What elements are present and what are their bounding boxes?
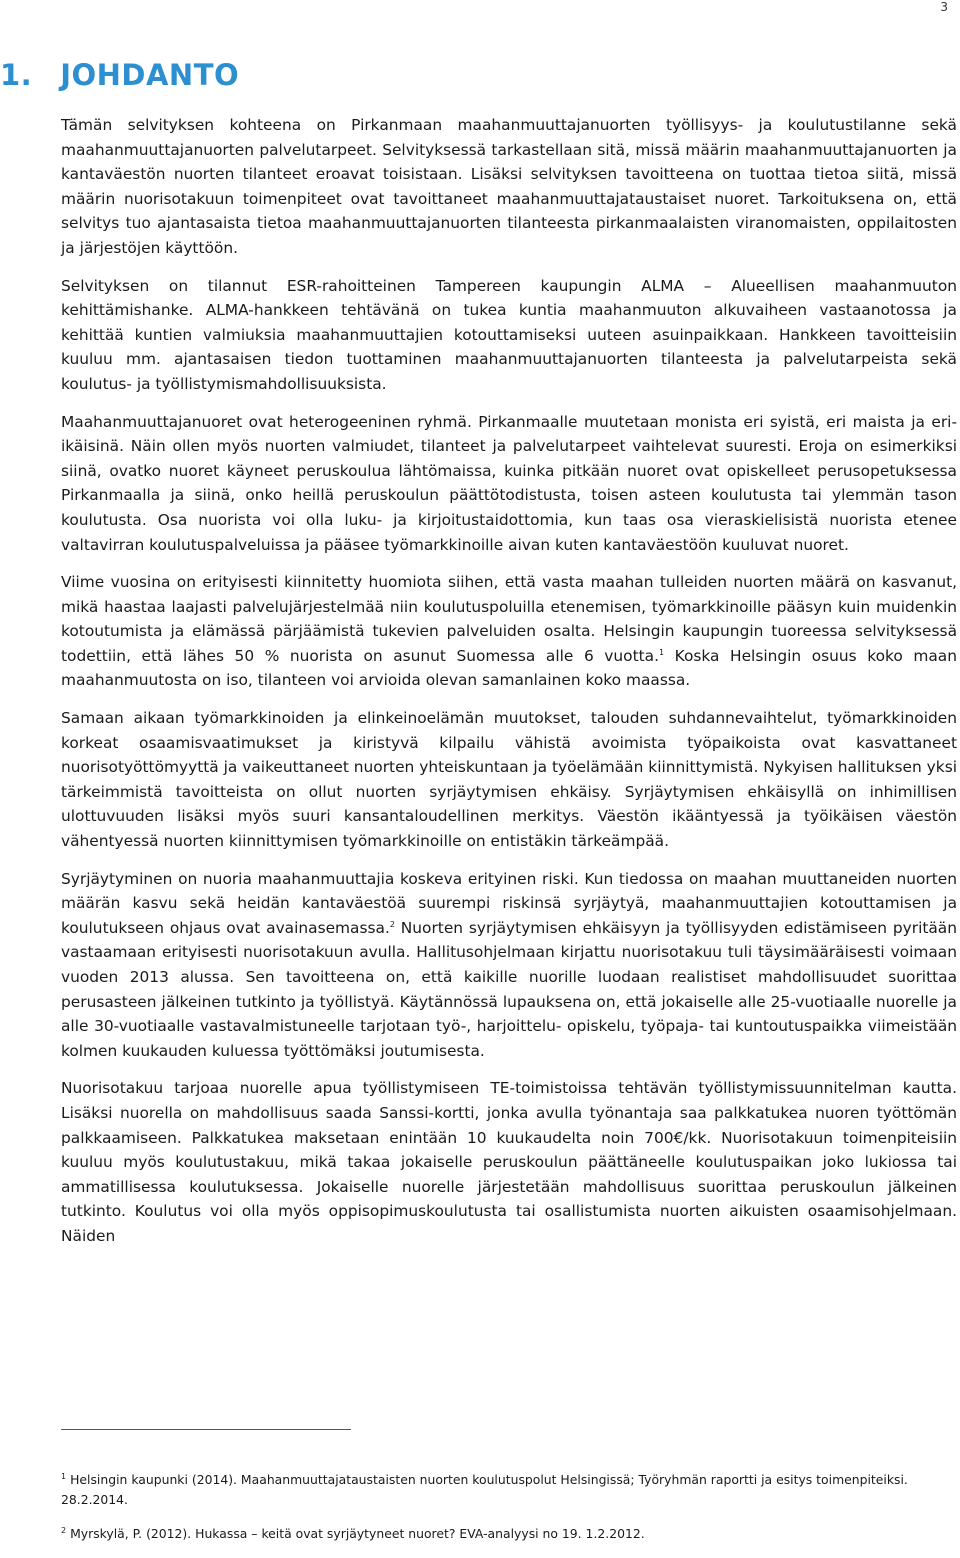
footnote-divider xyxy=(61,1429,351,1430)
paragraph-exclusion-risk xyxy=(61,867,957,1064)
footnotes xyxy=(61,1470,941,1558)
footnote-2 xyxy=(61,1524,941,1544)
paragraph-youth-guarantee: Nuorisotakuu tarjoaa nuorelle apua työllistymiseen TE-toimistoissa tehtävän työllistymissuunnitelman kautta. Lisäksi nuorella on mahdollisuus saada Sanssi-kortti, jonka avulla työnantaja saa palkkatukea nuoren työttömän palkkaamiseen. Palkkatukea maksetaan enintään 10 kuukaudelta noin 700€/kk. Nuorisotakuun toimenpiteisiin kuuluu myös koulutustakuu, mikä takaa jokaiselle peruskoulun päättäneelle koulutuspaikan joko lukiossa tai ammatillisessa koulutuksessa. Jokaiselle nuorelle järjestetään mahdollisuus suorittaa peruskoulun jälkeinen tutkinto. Koulutus voi olla myös oppisopimuskoulutusta tai osallistumista nuorten aikuisten osaamisohjelmaan. Näiden xyxy=(61,1079,957,1245)
paragraph-intro: Tämän selvityksen kohteena on Pirkanmaan maahanmuuttajanuorten työllisyys- ja koulutustilanne sekä maahanmuuttajanuorten palvelutarpeet. Selvityksessä tarkastellaan sitä, missä määrin maahanmuuttajanuorten ja kantaväestön nuorten tilanteet eroavat toisistaan. Lisäksi selvityksen tavoitteena on tuottaa tietoa siitä, missä määrin nuorisotakuun toimenpiteet ovat tavoittaneet maahanmuuttajataustaiset nuoret. Tarkoituksena on, että selvitys tuo ajantasaista tietoa maahanmuuttajanuorten tilanteesta pirkanmaalaisten viranomaisten, oppilaitosten ja järjestöjen käyttöön. xyxy=(61,116,957,257)
footnote-reference[interactable]: 1 xyxy=(658,647,665,657)
paragraph-text: Syrjäytyminen on nuoria maahanmuuttajia koskeva erityinen riski. Kun tiedossa on maahan muuttaneiden nuorten määrän kasvu sekä heidän kantaväestöä suurempi riskinsä syrjäytyä, maahanmuuttajien kotouttamisen ja koulutukseen ohjaus ovat avainasemassa. xyxy=(61,869,957,937)
paragraph-text-continued: Nuorten syrjäytymisen ehkäisyyn ja työllisyyden edistämiseen pyritään vastaamaan erityisesti nuorisotakuun avulla. Hallitusohjelmaan kirjattu nuorisotakuu tuli täysimääräisesti voimaan vuoden 2013 alussa. Sen tavoitteena on, että kaikille nuorille luodaan realistiset mahdollisuudet suorittaa perusasteen jälkeinen tutkinto ja työllistyä. Käytännössä lupauksena on, että jokaiselle alle 25-vuotiaalle nuorelle ja alle 30-vuotiaalle vastavalmistuneelle tarjotaan työ-, harjoittelu- opiskelu, työpaja- tai kuntoutuspaikka viimeistään kolmen kuukauden kuluessa työttömäksi joutumisesta. xyxy=(61,918,957,1060)
footnote-1 xyxy=(61,1470,941,1510)
chapter-title: JOHDANTO xyxy=(60,58,240,92)
paragraph-heterogeneity: Maahanmuuttajanuoret ovat heterogeeninen ryhmä. Pirkanmaalle muutetaan monista eri syistä, eri maista ja eri-ikäisinä. Näin ollen myös nuorten valmiudet, tilanteet ja palvelutarpeet vaihtelevat suuresti. Eroja on esimerkiksi siinä, ovatko nuoret käyneet peruskoulua lähtömaissa, kuinka pitkään nuoret ovat opiskelleet perusopetuksessa Pirkanmaalla ja siinä, onko heillä peruskoulun päättötodistusta, toisen asteen koulutusta tai ylemmän tason koulutusta. Osa nuorista voi olla luku- ja kirjoitustaidottomia, kun taas osa vieraskielisistä nuorista etenee valtavirran koulutuspalveluissa ja pääsee työmarkkinoille aivan kuten kantaväestöön kuuluvat nuoret. xyxy=(61,412,957,554)
body-text xyxy=(61,113,957,1262)
page-number: 3 xyxy=(940,0,948,14)
paragraph-recent-arrivals xyxy=(61,570,957,693)
chapter-number: 1. xyxy=(0,58,33,92)
footnote-marker: 2 xyxy=(61,1526,67,1535)
footnote-marker: 1 xyxy=(61,1472,67,1481)
footnote-reference[interactable]: 2 xyxy=(389,919,395,929)
paragraph-commissioner: Selvityksen on tilannut ESR-rahoitteinen Tampereen kaupungin ALMA – Alueellisen maahanmuuton kehittämishanke. ALMA-hankkeen tehtävänä on tukea kuntia maahanmuuton alkuvaiheen vastaanotossa ja kehittää kuntien valmiuksia maahanmuuttajien kotouttamiseksi uuteen asuinpaikkaan. Hankkeen tavoitteisiin kuuluu mm. ajantasaisen tiedon tuottaminen maahanmuuttajanuorten tilanteesta ja palvelutarpeista sekä koulutus- ja työllistymismahdollisuuksista. xyxy=(61,276,957,393)
paragraph-labour-market: Samaan aikaan työmarkkinoiden ja elinkeinoelämän muutokset, talouden suhdannevaihtelut, työmarkkinoiden korkeat osaamisvaatimukset ja kiristyvä kilpailu vähistä avoimista työpaikoista ovat kasvattaneet nuorisotyöttömyyttä ja vaikeuttaneet nuorten yhteiskuntaan ja työelämään kiinnittymistä. Nykyisen hallituksen yksi tärkeimmistä tavoitteista on ollut nuorten syrjäytymisen ehkäisy. Syrjäytymisen ehkäisyllä on inhimillisen ulottuvuuden lisäksi myös suuri kansantaloudellinen merkitys. Väestön ikääntyessä ja työikäisen väestön vähentyessä nuorten kiinnittymisen työmarkkinoille on entistäkin tärkeämpää. xyxy=(61,709,957,851)
footnote-text: Helsingin kaupunki (2014). Maahanmuuttajataustaisten nuorten koulutuspolut Helsingissä; Työryhmän raportti ja esitys toimenpiteiksi. 28.2.2014. xyxy=(61,1472,908,1507)
paragraph-text: Viime vuosina on erityisesti kiinnitetty huomiota siihen, että vasta maahan tulleiden nuorten määrä on kasvanut, mikä haastaa laajasti palvelujärjestelmää niin koulutuspoluilla etenemisen, työmarkkinoille pääsyn kuin muidenkin kotoutumista ja elämässä pärjäämistä tukevien palveluiden osalta. Helsingin kaupungin tuoreessa selvityksessä todettiin, että lähes 50 % nuorista on asunut Suomessa alle 6 vuotta. xyxy=(61,573,957,665)
paragraph-text-continued: Koska Helsingin osuus koko maan maahanmuutosta on iso, tilanteen voi arvioida olevan samanlainen koko maassa. xyxy=(61,646,957,690)
chapter-heading xyxy=(0,58,239,92)
footnote-text: Myrskylä, P. (2012). Hukassa – keitä ovat syrjäytyneet nuoret? EVA-analyysi no 19. 1.2.2012. xyxy=(70,1526,645,1541)
